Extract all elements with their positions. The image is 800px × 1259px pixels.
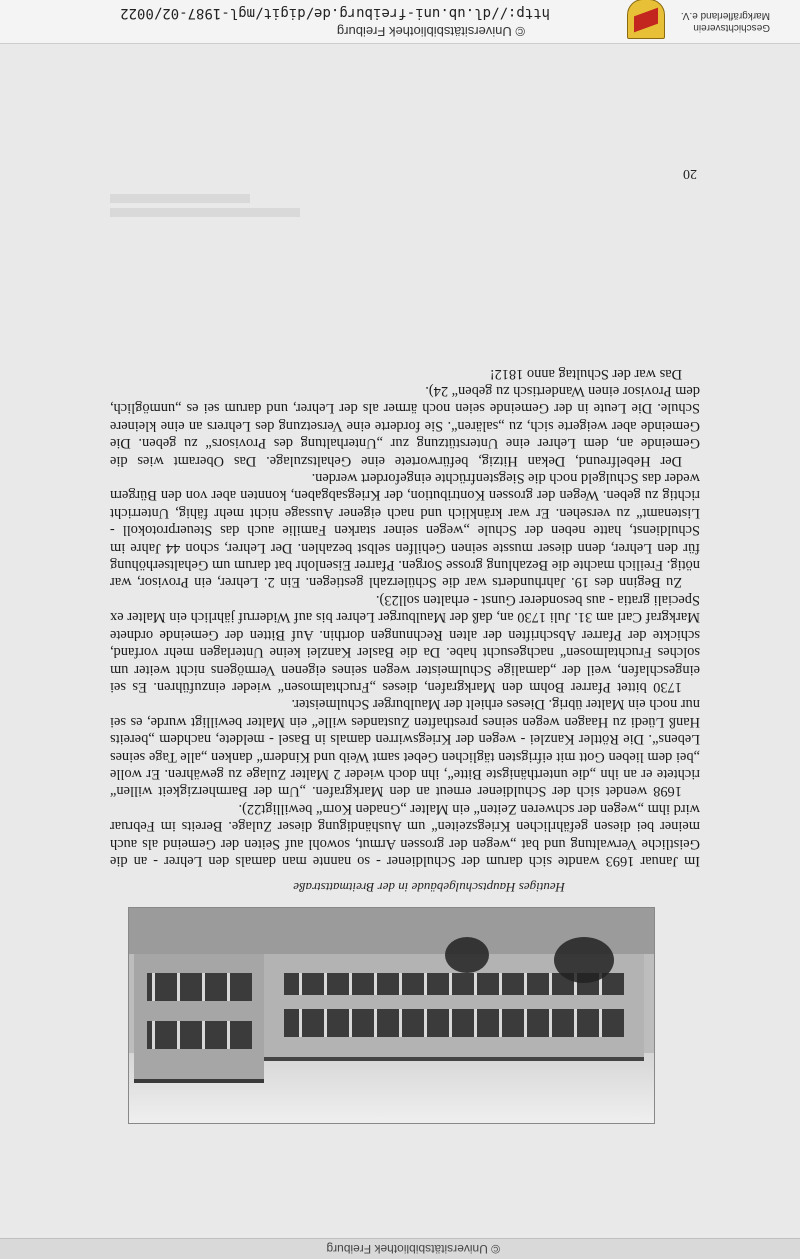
crest-icon xyxy=(627,0,665,39)
article-body xyxy=(110,364,700,869)
library-footer-bar xyxy=(0,0,800,44)
school-building-photo xyxy=(128,907,655,1124)
copyright-text: © Universitätsbibliothek Freiburg xyxy=(336,24,525,39)
document-url[interactable]: http://dl.ub.uni-freiburg.de/digit/mgl-1987-02/0022 xyxy=(120,5,550,21)
paragraph: Im Januar 1693 wandte sich darum der Schuldiener - so nannte man damals den Lehrer - an die Geistliche Verwaltung und bat „wegen der grossen Armut, sowohl auf Seiten der Gemeind als auch meiner bei diesen gefährlichen Kriegszeiten“ um Aushändigung dieser Zulage. Bereits im Februar wird ihm „wegen der schweren Zeiten“ ein Malter „Gnaden Korn“ bewilligt22). xyxy=(110,800,700,869)
paragraph: Zu Beginn des 19. Jahrhunderts war die Schülerzahl gestiegen. Ein 2. Lehrer, ein Provisor, war nötig. Freilich machte die Bezahlung grosse Sorgen. Pfarrer Eisenlohr bat darum um Gehaltserhöhung für den Lehrer, denn dieser musste seinen Gehilfen selbst bezahlen. Der Lehrer, schon 44 Jahre im Schuldienst, hatte neben der Schule „wegen seiner starken Familie auch das Steuerprotokoll - Listenamt“ zu versehen. Er war kränklich und nach eigener Aussage nicht mehr fähig, Unterricht richtig zu geben. Wegen der grossen Kontribution, der Kriegsabgaben, konnten aber von den Bürgern weder das Schulgeld noch die Siegstenfrüchte eingefordert werden. xyxy=(110,470,700,591)
paragraph: 1730 bittet Pfarrer Bohm den Markgrafen, dieses „Fruchtalmosen“ wieder einzuführen. Es sei eingeschlafen, weil der „damalige Schulmeister wegen seines eigenen Vermögens nicht weiter um solches Fruchtalmosen“ nachgesucht habe. Da die Basler Kanzlei keine Unterlagen mehr vorfand, schickte der Pfarrer Abschriften der alten Rechnungen dorthin. Auf Bitten der Gemeinde ordnete Markgraf Carl am 31. Juli 1730 an, daß der Maulburger Lehrer bis auf Widerruf jährlich ein Malter ex Speciali gratia - aus besonderer Gunst - erhalten soll23). xyxy=(110,591,700,695)
page-number: 20 xyxy=(683,166,697,181)
paragraph: Das war der Schultag anno 1812! xyxy=(489,365,682,382)
society-logo xyxy=(627,1,782,39)
top-bar-text: © Universitätsbibliothek Freiburg xyxy=(326,1242,500,1256)
library-top-bar xyxy=(0,1238,800,1259)
paragraph: 1698 wendet sich der Schuldiener erneut an den Markgrafen. „Um der Barmherzigkeit willen“ richtete er an ihn „die unterthänigste Bitte“, ihn doch wieder 2 Malter Zulage zu gewähren. Er wolle „bei dem lieben Gott mit eifrigsten täglichen Gebet samt Weib und Kindern“ danken „alle Tage seines Lebens“. Die Röttler Kanzlei - wegen der Kriegswirren damals in Basel - meldete, nachdem „bereits Hanß Lüedi zu Haagen wegen seines presthaften Zustandes wille“ ein Malter bewilligt wurde, es sei nur noch ein Malter übrig. Dieses erhielt der Maulburger Schulmeister. xyxy=(110,696,700,800)
society-name: Geschichtsverein Markgräflerland e.V. xyxy=(680,10,770,33)
paragraph: Der Hebelfreund, Dekan Hitzig, befürwortete eine Gehaltszulage. Das Oberamt wies die Gemeinde an, dem Lehrer eine Unterstützung zur „Unterhaltung des Provisors“ zu geben. Die Gemeinde aber weigerte sich, zu „salären“. Sie forderte eine Versetzung des Lehrers an eine kleinere Schule. Die Leute in der Gemeinde seien noch ärmer als der Lehrer, und darum sei es „unmöglich, dem Provisor einen Wandertisch zu geben“ 24). xyxy=(110,383,700,469)
photo-caption: Heutiges Hauptschulgebäude in der Breitmattstraße xyxy=(293,880,565,895)
